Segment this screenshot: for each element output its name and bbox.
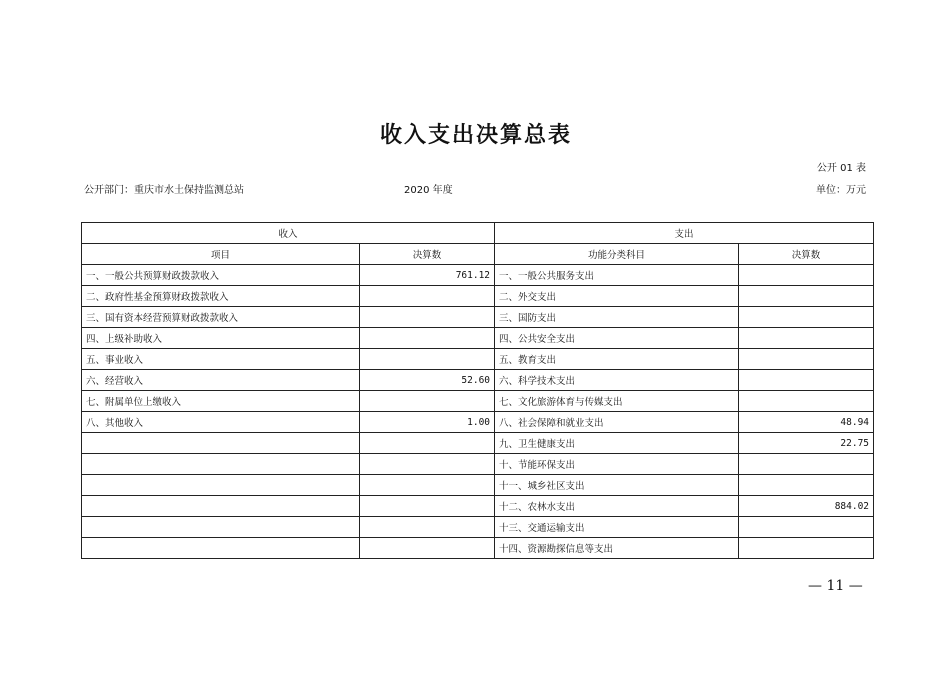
expense-item-cell: 六、科学技术支出 — [495, 370, 739, 391]
table-row — [82, 328, 874, 349]
income-item-cell: 八、其他收入 — [82, 412, 360, 433]
col-header-item: 项目 — [82, 244, 360, 265]
expense-amount-cell: 884.02 — [739, 496, 874, 517]
income-amount-cell — [360, 454, 495, 475]
table-row — [82, 517, 874, 538]
expense-item-cell: 九、卫生健康支出 — [495, 433, 739, 454]
col-header-function: 功能分类科目 — [495, 244, 739, 265]
expense-item-cell: 一、一般公共服务支出 — [495, 265, 739, 286]
income-item-cell: 六、经营收入 — [82, 370, 360, 391]
income-amount-cell — [360, 538, 495, 559]
page-title: 收入支出决算总表 — [379, 123, 572, 148]
expense-amount-cell: 48.94 — [739, 412, 874, 433]
income-amount-cell: 52.60 — [360, 370, 495, 391]
income-amount-cell — [360, 328, 495, 349]
table-row — [82, 496, 874, 517]
expense-item-cell: 十一、城乡社区支出 — [495, 475, 739, 496]
income-section-header: 收入 — [82, 223, 495, 244]
col-header-amount-2: 决算数 — [739, 244, 874, 265]
expense-amount-cell — [739, 370, 874, 391]
income-amount-cell — [360, 286, 495, 307]
table-row — [82, 454, 874, 475]
income-amount-cell — [360, 496, 495, 517]
income-amount-cell — [360, 307, 495, 328]
expense-amount-cell — [739, 349, 874, 370]
income-item-cell — [82, 454, 360, 475]
table-row — [82, 412, 874, 433]
table-row — [82, 307, 874, 328]
column-header-row — [82, 244, 874, 265]
income-amount-cell: 761.12 — [360, 265, 495, 286]
col-header-amount: 决算数 — [360, 244, 495, 265]
income-item-cell: 五、事业收入 — [82, 349, 360, 370]
expense-item-cell: 二、外交支出 — [495, 286, 739, 307]
table-row — [82, 538, 874, 559]
expense-item-cell: 十二、农林水支出 — [495, 496, 739, 517]
expense-amount-cell — [739, 286, 874, 307]
expense-section-header: 支出 — [495, 223, 874, 244]
page-number: — 11 — — [808, 578, 863, 594]
expense-amount-cell: 22.75 — [739, 433, 874, 454]
expense-item-cell: 十三、交通运输支出 — [495, 517, 739, 538]
expense-item-cell: 四、公共安全支出 — [495, 328, 739, 349]
income-amount-cell — [360, 517, 495, 538]
table-row — [82, 349, 874, 370]
form-code: 公开 01 表 — [816, 163, 866, 174]
table-row — [82, 286, 874, 307]
income-item-cell: 七、附属单位上缴收入 — [82, 391, 360, 412]
income-amount-cell — [360, 475, 495, 496]
expense-amount-cell — [739, 328, 874, 349]
income-item-cell — [82, 475, 360, 496]
expense-amount-cell — [739, 454, 874, 475]
table-row — [82, 370, 874, 391]
expense-amount-cell — [739, 517, 874, 538]
income-item-cell: 四、上级补助收入 — [82, 328, 360, 349]
expense-item-cell: 七、文化旅游体育与传媒支出 — [495, 391, 739, 412]
expense-item-cell: 五、教育支出 — [495, 349, 739, 370]
income-expense-table — [81, 222, 874, 559]
table-row — [82, 475, 874, 496]
unit-label: 单位：万元 — [816, 185, 866, 196]
income-item-cell — [82, 517, 360, 538]
income-item-cell — [82, 496, 360, 517]
income-amount-cell: 1.00 — [360, 412, 495, 433]
table-row — [82, 433, 874, 454]
income-amount-cell — [360, 349, 495, 370]
income-amount-cell — [360, 433, 495, 454]
department-label: 公开部门：重庆市水土保持监测总站 — [84, 185, 244, 196]
income-item-cell: 三、国有资本经营预算财政拨款收入 — [82, 307, 360, 328]
expense-amount-cell — [739, 538, 874, 559]
income-item-cell — [82, 538, 360, 559]
expense-amount-cell — [739, 475, 874, 496]
expense-amount-cell — [739, 307, 874, 328]
table-row — [82, 265, 874, 286]
expense-amount-cell — [739, 265, 874, 286]
expense-item-cell: 十四、资源勘探信息等支出 — [495, 538, 739, 559]
table-row — [82, 391, 874, 412]
expense-amount-cell — [739, 391, 874, 412]
section-header-row — [82, 223, 874, 244]
expense-item-cell: 十、节能环保支出 — [495, 454, 739, 475]
income-item-cell — [82, 433, 360, 454]
expense-item-cell: 八、社会保障和就业支出 — [495, 412, 739, 433]
income-amount-cell — [360, 391, 495, 412]
expense-item-cell: 三、国防支出 — [495, 307, 739, 328]
income-item-cell: 一、一般公共预算财政拨款收入 — [82, 265, 360, 286]
year-label: 2020 年度 — [404, 185, 453, 196]
income-item-cell: 二、政府性基金预算财政拨款收入 — [82, 286, 360, 307]
